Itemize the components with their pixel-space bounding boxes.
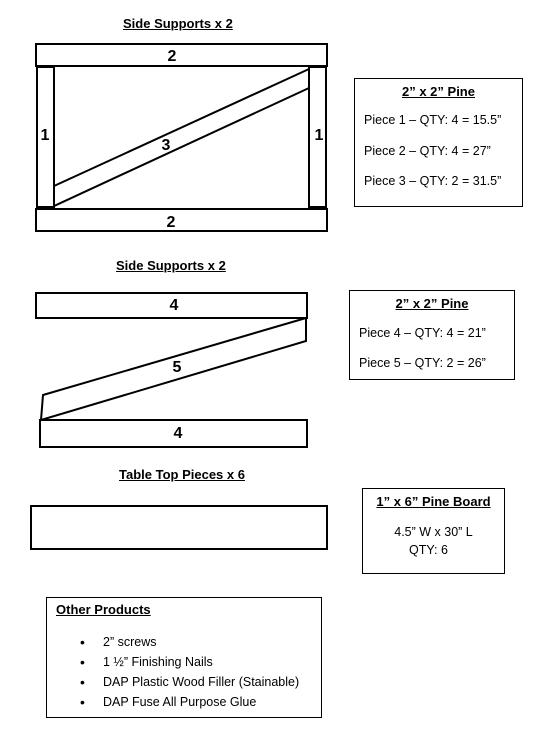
label-piece-2-bottom: 2 [166,214,176,231]
other-products-title: Other Products [56,602,151,617]
side-supports-heading-1: Side Supports x 2 [123,16,233,31]
box-3-title: 1” x 6” Pine Board [376,494,491,509]
box-3-line-1: 4.5” W x 30” L [394,525,473,539]
label-piece-4-top: 4 [169,297,179,314]
box-1-line-3: Piece 3 – QTY: 2 = 31.5” [364,174,502,188]
table-top-heading: Table Top Pieces x 6 [119,467,245,482]
label-piece-3: 3 [161,137,171,154]
other-products-list [47,632,321,712]
materials-box-1 [354,78,523,207]
label-piece-2-top: 2 [167,48,177,65]
materials-box-3 [362,488,505,574]
piece-2-top [36,44,327,66]
product-item: • 2” screws [47,632,321,652]
piece-2-bottom [36,209,327,231]
box-1-line-2: Piece 2 – QTY: 4 = 27” [364,144,491,158]
table-top-piece [31,506,327,549]
piece-3-diagonal [54,69,309,206]
other-products-box [46,597,322,718]
label-piece-1-left: 1 [40,127,50,144]
box-3-line-2: QTY: 6 [409,543,448,557]
box-2-line-1: Piece 4 – QTY: 4 = 21” [359,326,486,340]
box-1-line-1: Piece 1 – QTY: 4 = 15.5” [364,113,502,127]
box-1-title: 2” x 2” Pine [402,84,475,99]
product-item: • 1 ½” Finishing Nails [47,652,321,672]
product-item: • DAP Plastic Wood Filler (Stainable) [47,672,321,692]
box-2-line-2: Piece 5 – QTY: 2 = 26” [359,356,486,370]
label-piece-4-bottom: 4 [173,425,183,442]
box-2-title: 2” x 2” Pine [395,296,469,311]
side-supports-heading-2: Side Supports x 2 [116,258,226,273]
materials-box-2 [349,290,515,380]
product-item: • DAP Fuse All Purpose Glue [47,692,321,712]
label-piece-1-right: 1 [314,127,324,144]
label-piece-5: 5 [172,359,182,376]
